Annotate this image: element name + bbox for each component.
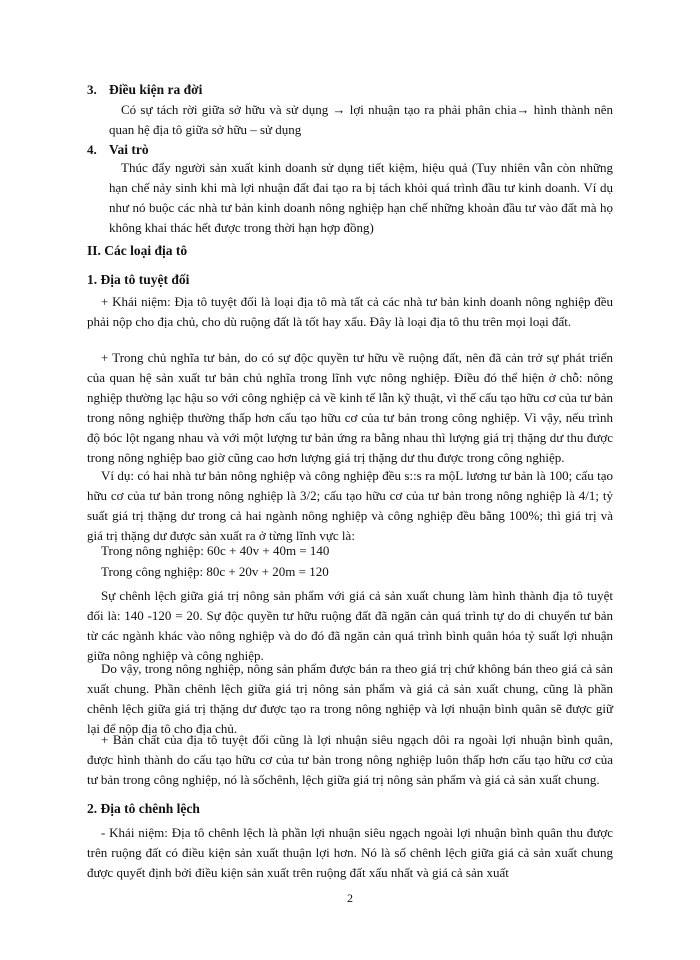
part-ii-heading: II. Các loại địa tô bbox=[87, 243, 188, 258]
section-3-text: Có sự tách rời giữa sở hữu và sử dụng → lợi nhuận tạo ra phải phân chia→ hình thành nên quan hệ địa tô giữa sở hữu – sử dụng bbox=[109, 102, 613, 137]
section-3-title: Điều kiện ra đời bbox=[109, 82, 203, 97]
section-4-number: 4. bbox=[87, 142, 97, 157]
absolute-rent-monopoly: + Trong chủ nghĩa tư bản, do có sự độc quyền tư hữu về ruộng đất, nên đã cản trở sự phát triển của quan hệ sản xuất tư bản chủ nghĩa trong lĩnh vực nông nghiệp. Điều đó thể hiện ở chỗ: nông nghiệp thường lạc hậu so với công nghiệp cả về kinh tế lẫn kỹ thuật, vì thế cấu tạo hữu cơ của tư bản trong nông nghiệp thường thấp hơn cấu tạo hữu cơ của tư bản trong công nghiệp. Vì vậy, nếu trình độ bóc lột ngang nhau và với một lượng tư bản ứng ra bằng nhau thì lượng giá trị thặng dư thu được trong nông nghiệp bao giờ cũng cao hơn lượng giá trị thặng dư thu được trong công nghiệp. bbox=[87, 350, 613, 465]
absolute-rent-heading: 1. Địa tô tuyệt đối bbox=[87, 272, 190, 287]
absolute-rent-example: Ví dụ: có hai nhà tư bản nông nghiệp và công nghiệp đều s::s ra mộL lương tư bản là 100; cấu tạo hữu cơ của tư bản trong nông nghiệp là 3/2; cấu tạo hữu cơ của tư bản trong nông nghiệp là 4/1; tỷ suất giá trị thặng dư trong cả hai ngành nông nghiệp và công nghiệp đều bằng 100%; thì giá trị và giá trị thặng dư được sản xuất ra ở từng lĩnh vực là: bbox=[87, 468, 613, 543]
differential-rent-heading: 2. Địa tô chênh lệch bbox=[87, 801, 200, 816]
absolute-rent-price: Do vậy, trong nông nghiệp, nông sản phẩm được bán ra theo giá trị chứ không bán theo giá cả sản xuất chung. Phần chênh lệch giữa giá trị nông sản phẩm và giá cả sản xuất chung, cũng là phần chênh lệch giữa giá trị thặng dư được tạo ra trong nông nghiệp và lợi nhuận bình quân sẽ được giữ lại để nộp địa tô cho địa chủ. bbox=[87, 661, 613, 736]
page-number: 2 bbox=[347, 891, 353, 905]
absolute-rent-concept: + Khái niệm: Địa tô tuyệt đối là loại địa tô mà tất cả các nhà tư bản kinh doanh nông nghiệp đều phải nộp cho địa chủ, cho dù ruộng đất là tốt hay xấu. Đây là loại địa tô thu trên mọi loại đất. bbox=[87, 294, 613, 329]
formula-agriculture: Trong nông nghiệp: 60c + 40v + 40m = 140 bbox=[101, 543, 330, 558]
differential-rent-concept: - Khái niệm: Địa tô chênh lệch là phần lợi nhuận siêu ngạch ngoài lợi nhuận bình quân thu được trên ruộng đất có điều kiện sản xuất thuận lợi hơn. Nó là số chênh lệch giữa giá cả sản xuất chung được quyết định bởi điều kiện sản xuất trên ruộng đất xấu nhất và giá cả sản xuất bbox=[87, 825, 613, 880]
absolute-rent-nature: + Bản chất của địa tô tuyệt đối cũng là lợi nhuận siêu ngạch dôi ra ngoài lợi nhuận bình quân, được hình thành do cấu tạo hữu cơ của tư bản trong nông nghiệp luôn thấp hơn cấu tạo hữu cơ của tư bản trong công nghiệp, nó là sốchênh, lệch giữa giá trị nông sản phẩm và giá cả sản xuất chung. bbox=[87, 732, 613, 787]
absolute-rent-difference: Sự chênh lệch giữa giá trị nông sản phẩm với giá cả sản xuất chung làm hình thành địa tô tuyệt đối là: 140 -120 = 20. Sự độc quyền tư hữu ruộng đất đã ngăn cản quá trình tự do di chuyển tư bản từ các ngành khác vào nông nghiệp và do đó đã ngăn cản quá trình bình quân hóa tỷ suất lợi nhuận giữa nông nghiệp và công nghiệp. bbox=[87, 588, 613, 663]
section-4-title: Vai trò bbox=[109, 142, 149, 157]
section-4-text: Thúc đẩy người sản xuất kinh doanh sử dụng tiết kiệm, hiệu quả (Tuy nhiên vẫn còn những hạn chế nảy sinh khi mà lợi nhuận đất đai tạo ra bị tách khỏi quá trình đầu tư kinh doanh. Ví dụ như nó buộc các nhà tư bản kinh doanh nông nghiệp hạn chế những khoản đầu tư vào đất mà họ không khai thác hết được trong thời hạn hợp đồng) bbox=[109, 160, 613, 235]
section-3-number: 3. bbox=[87, 82, 97, 97]
formula-industry: Trong công nghiệp: 80c + 20v + 20m = 120 bbox=[101, 564, 329, 579]
